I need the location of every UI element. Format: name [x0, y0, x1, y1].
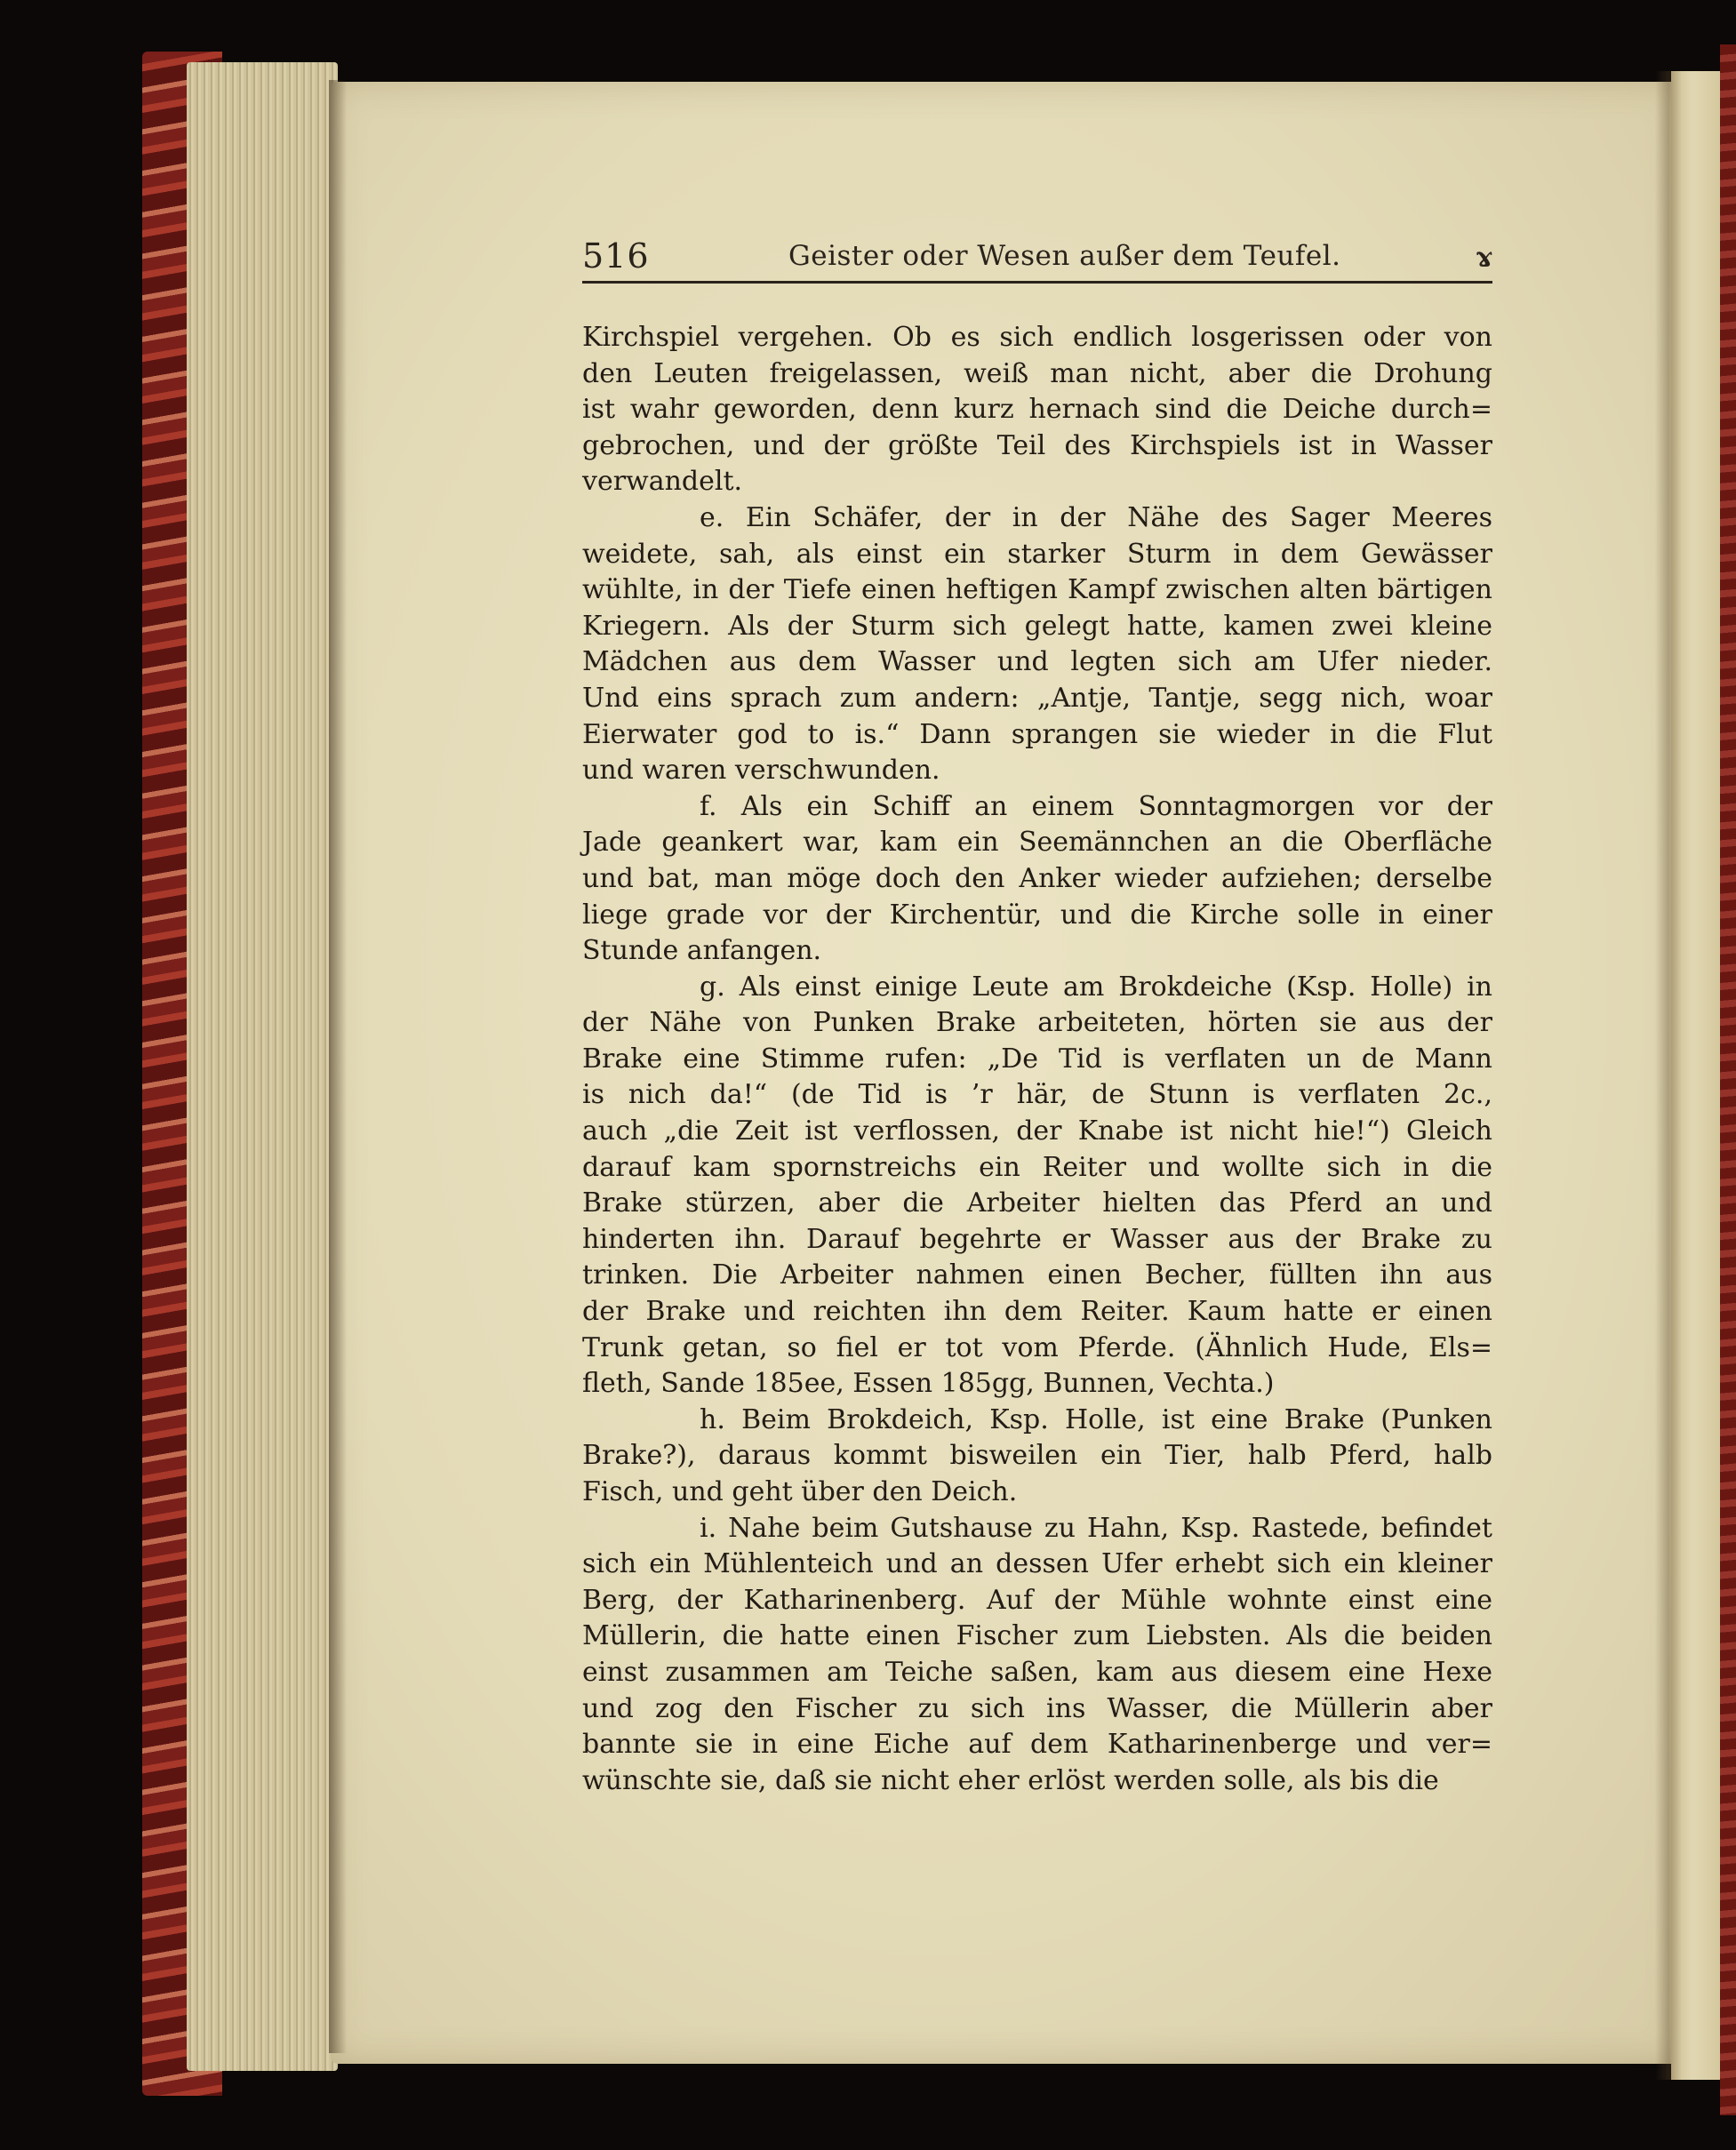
text-line: Fisch, und geht über den Deich. [582, 1476, 1018, 1507]
text-line: Stunde anfangen. [582, 935, 822, 967]
text-line: h. Beim Brokdeich, Ksp. Holle, ist eine Brake (Punken [700, 1403, 1492, 1435]
text-line: und waren verschwunden. [582, 755, 940, 787]
text-line: Trunk getan, so fiel er tot vom Pferde. (Ähnlich Hude, Els= [582, 1331, 1492, 1363]
text-line: Berg, der Katharinenberg. Auf der Mühle wohnte einst eine [582, 1584, 1492, 1616]
text-line: einst zusammen am Teiche saßen, kam aus diesem eine Hexe [582, 1656, 1492, 1688]
text-line: e. Ein Schäfer, der in der Nähe des Sager Meeres [700, 501, 1492, 533]
text-line: liege grade vor der Kirchentür, und die Kirche solle in einer [582, 899, 1492, 931]
text-line: Und eins sprach zum andern: „Antje, Tantje, segg nich, woar [582, 682, 1492, 714]
book-gutter [1655, 71, 1682, 2080]
text-line: der Nähe von Punken Brake arbeiteten, hörten sie aus der [582, 1007, 1492, 1039]
text-line: Brake stürzen, aber die Arbeiter hielten das Pferd an und [582, 1187, 1492, 1219]
text-line: sich ein Mühlenteich und an dessen Ufer erhebt sich ein kleiner [582, 1548, 1492, 1580]
text-line: den Leuten freigelassen, weiß man nicht, aber die Drohung [582, 357, 1492, 389]
text-line: weidete, sah, als einst ein starker Sturm in dem Gewässer [582, 538, 1492, 570]
text-line: darauf kam spornstreichs ein Reiter und wollte sich in die [582, 1151, 1492, 1183]
text-line: bannte sie in eine Eiche auf dem Katharinenberge und ver= [582, 1729, 1492, 1761]
text-line: Kirchspiel vergehen. Ob es sich endlich losgerissen oder von [582, 322, 1492, 353]
text-line: Mädchen aus dem Wasser und legten sich am Ufer nieder. [582, 646, 1492, 678]
text-line: Brake eine Stimme rufen: „De Tid is verflaten un de Mann [582, 1043, 1492, 1075]
body-text [582, 320, 1492, 1799]
text-line: Eierwater god to is.“ Dann sprangen sie wieder in die Flut [582, 718, 1492, 750]
text-line: Müllerin, die hatte einen Fischer zum Liebsten. Als die beiden [582, 1620, 1492, 1652]
text-line: und zog den Fischer zu sich ins Wasser, die Müllerin aber [582, 1692, 1492, 1724]
text-line: ist wahr geworden, denn kurz hernach sind die Deiche durch= [582, 394, 1492, 426]
page-stack-edge [187, 62, 338, 2071]
ink-mark: ɤ [1476, 242, 1492, 273]
text-line: Kriegern. Als der Sturm sich gelegt hatte, kamen zwei kleine [582, 610, 1492, 642]
text-line: f. Als ein Schiff an einem Sonntagmorgen vor der [700, 790, 1492, 822]
header-rule [582, 281, 1492, 284]
page-number: 516 [582, 236, 650, 276]
text-line: i. Nahe beim Gutshause zu Hahn, Ksp. Rastede, befindet [700, 1512, 1492, 1544]
text-line: g. Als einst einige Leute am Brokdeiche (Ksp. Holle) in [700, 971, 1492, 1003]
text-line: wühlte, in der Tiefe einen heftigen Kampf zwischen alten bärtigen [582, 574, 1492, 606]
page-header [582, 233, 1492, 283]
text-line: is nich da!“ (de Tid is ’r här, de Stunn is verflaten 2c., [582, 1079, 1492, 1111]
text-line: auch „die Zeit ist verflossen, der Knabe ist nicht hie!“) Gleich [582, 1115, 1492, 1147]
text-line: Jade geankert war, kam ein Seemännchen an die Oberfläche [582, 827, 1492, 859]
text-line: der Brake und reichten ihn dem Reiter. Kaum hatte er einen [582, 1296, 1492, 1328]
book-cover-right [1720, 44, 1736, 2115]
text-line: und bat, man möge doch den Anker wieder aufziehen; derselbe [582, 862, 1492, 894]
page-stack-shadow [329, 80, 347, 2053]
text-line: verwandelt. [582, 466, 743, 498]
text-line: Brake?), daraus kommt bisweilen ein Tier, halb Pferd, halb [582, 1440, 1492, 1472]
text-line: trinken. Die Arbeiter nahmen einen Becher, füllten ihn aus [582, 1259, 1492, 1291]
text-line: hinderten ihn. Darauf begehrte er Wasser aus der Brake zu [582, 1223, 1492, 1255]
running-head: Geister oder Wesen außer dem Teufel. [788, 240, 1341, 272]
text-line: gebrochen, und der größte Teil des Kirchspiels ist in Wasser [582, 429, 1492, 461]
text-line: fleth, Sande 185ee, Essen 185gg, Bunnen, Vechta.) [582, 1368, 1275, 1400]
text-line: wünschte sie, daß sie nicht eher erlöst werden solle, als bis die [582, 1764, 1439, 1796]
